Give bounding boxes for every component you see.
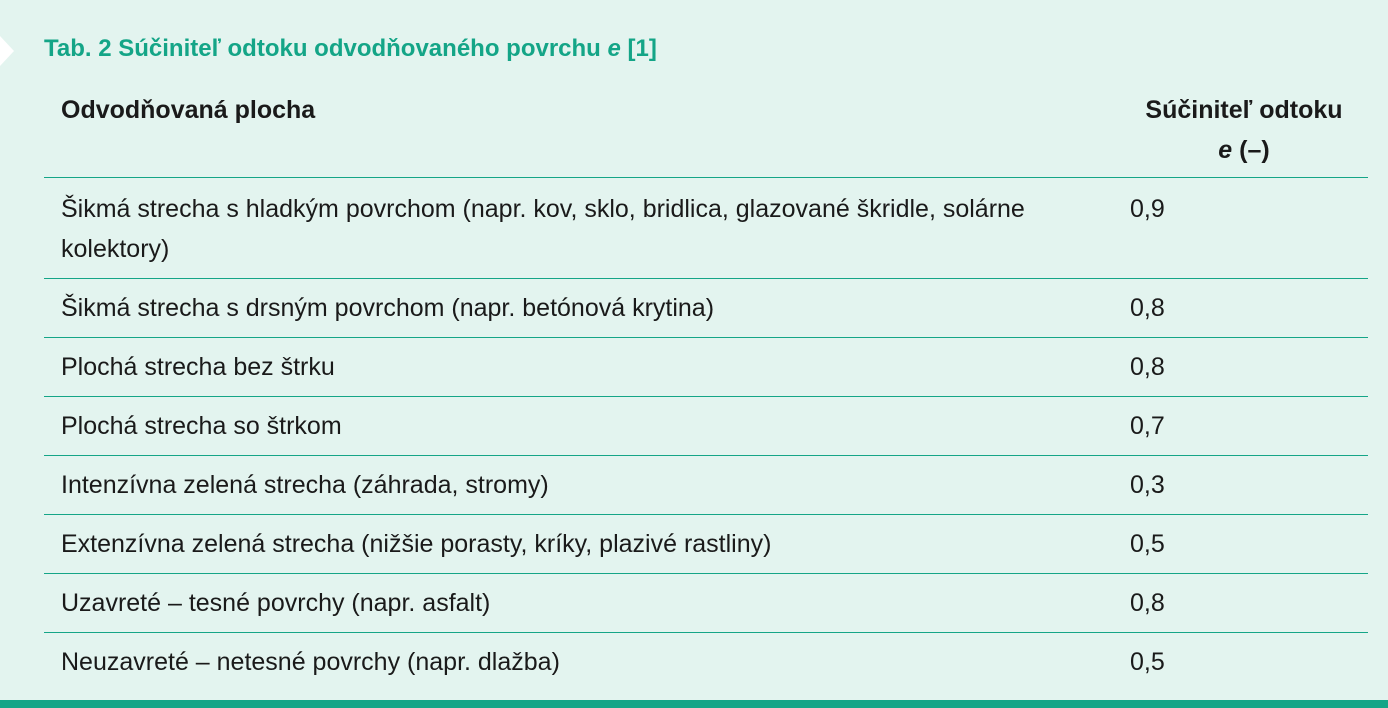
surface-cell: Šikmá strecha s hladkým povrchom (napr. kov, sklo, bridlica, glazované škridle, solárne kolektory) <box>61 194 1025 263</box>
coefficient-cell: 0,3 <box>1130 470 1165 499</box>
table-row <box>44 337 1368 396</box>
caption-symbol: e <box>607 35 621 62</box>
table-row <box>44 455 1368 514</box>
surface-cell: Neuzavreté – netesné povrchy (napr. dlažba) <box>61 647 560 676</box>
surface-cell: Plochá strecha so štrkom <box>61 411 342 440</box>
coefficient-cell: 0,7 <box>1130 411 1165 440</box>
table-row <box>44 278 1368 337</box>
coefficient-cell: 0,5 <box>1130 529 1165 558</box>
surface-cell: Extenzívna zelená strecha (nižšie porasty, kríky, plazivé rastliny) <box>61 529 772 558</box>
table-row <box>44 396 1368 455</box>
surface-column-header: Odvodňovaná plocha <box>61 96 316 124</box>
coefficient-cell: 0,8 <box>1130 352 1165 381</box>
coefficient-cell: 0,8 <box>1130 293 1165 322</box>
coefficient-header-symbol: e <box>1218 136 1233 164</box>
table-row <box>44 177 1368 278</box>
coefficient-column-header <box>1120 86 1368 177</box>
coefficient-header-line1: Súčiniteľ odtoku <box>1145 96 1343 124</box>
table-row <box>44 514 1368 573</box>
surface-cell: Plochá strecha bez štrku <box>61 352 335 381</box>
table-caption <box>44 35 657 63</box>
corner-notch <box>0 36 14 66</box>
bottom-rule <box>0 700 1388 708</box>
surface-cell: Intenzívna zelená strecha (záhrada, stromy) <box>61 470 549 499</box>
coefficient-cell: 0,9 <box>1130 194 1165 223</box>
surface-cell: Šikmá strecha s drsným povrchom (napr. betónová krytina) <box>61 293 715 322</box>
table-header-row <box>44 86 1368 177</box>
coefficient-cell: 0,8 <box>1130 588 1165 617</box>
coefficient-cell: 0,5 <box>1130 647 1165 676</box>
surface-cell: Uzavreté – tesné povrchy (napr. asfalt) <box>61 588 491 617</box>
caption-prefix: Tab. 2 Súčiniteľ odtoku odvodňovaného povrchu <box>44 35 608 62</box>
runoff-coefficient-table <box>44 86 1368 691</box>
coefficient-header-unit: (–) <box>1232 136 1270 164</box>
caption-suffix: [1] <box>620 35 657 62</box>
table-row <box>44 632 1368 691</box>
table-row <box>44 573 1368 632</box>
